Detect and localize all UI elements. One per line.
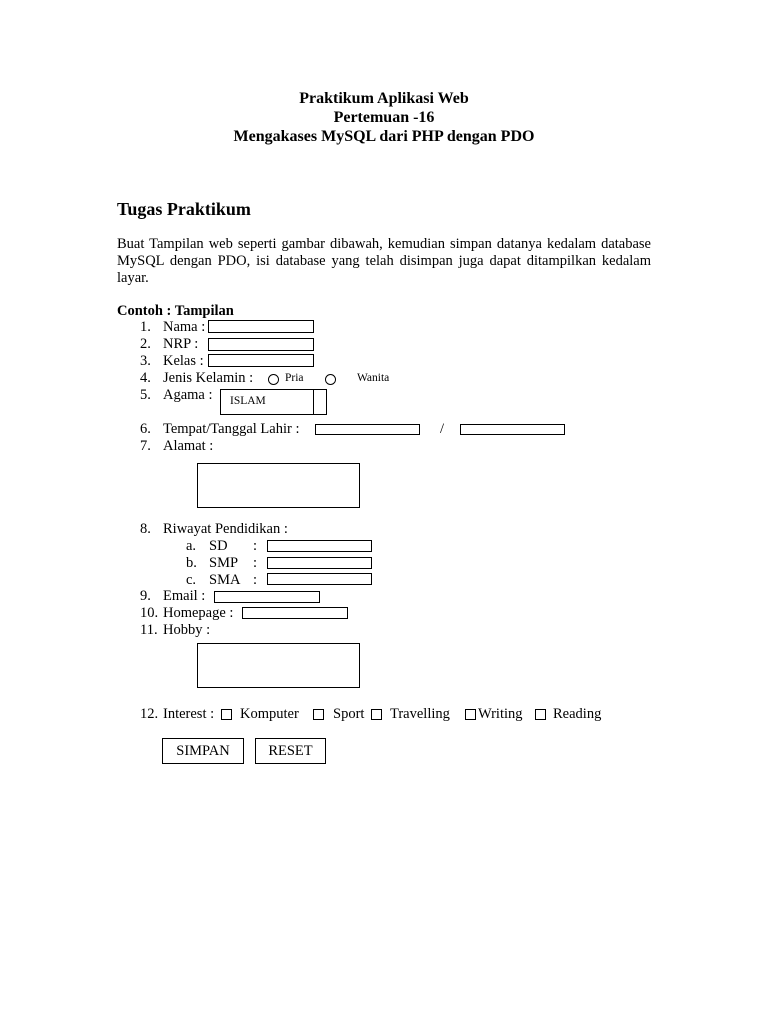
interest-option-travelling: Travelling (390, 706, 450, 722)
pendidikan-label: Riwayat Pendidikan : (163, 521, 288, 537)
interest-option-reading: Reading (553, 706, 602, 722)
nama-input[interactable] (208, 320, 314, 333)
email-label: Email : (163, 588, 206, 604)
interest-checkbox-sport[interactable] (313, 709, 324, 720)
interest-checkbox-writing[interactable] (465, 709, 476, 720)
sd-input[interactable] (267, 540, 372, 552)
gender-option-wanita: Wanita (357, 372, 390, 384)
agama-selected-value: ISLAM (230, 395, 266, 407)
ttl-label: Tempat/Tanggal Lahir : (163, 421, 300, 437)
smp-colon: : (253, 555, 258, 571)
sma-label: SMA (209, 572, 241, 588)
gender-radio-pria[interactable] (268, 374, 279, 385)
gender-option-pria: Pria (285, 372, 304, 384)
item-number: 1. (140, 319, 151, 335)
item-number: 6. (140, 421, 151, 437)
item-number: 8. (140, 521, 151, 537)
sma-colon: : (253, 572, 258, 588)
interest-option-sport: Sport (333, 706, 365, 722)
sd-label: SD (209, 538, 228, 554)
interest-checkbox-komputer[interactable] (221, 709, 232, 720)
item-number: 7. (140, 438, 151, 454)
hobby-label: Hobby : (163, 622, 211, 638)
interest-label: Interest : (163, 706, 215, 722)
sd-colon: : (253, 538, 258, 554)
sublist-letter: c. (186, 572, 197, 588)
sublist-letter: a. (186, 538, 197, 554)
nama-label: Nama : (163, 319, 206, 335)
interest-checkbox-reading[interactable] (535, 709, 546, 720)
nrp-input[interactable] (208, 338, 314, 351)
hobby-textarea[interactable] (197, 643, 360, 688)
interest-option-writing: Writing (478, 706, 523, 722)
interest-option-komputer: Komputer (240, 706, 299, 722)
item-number: 10. (140, 605, 159, 621)
item-number: 4. (140, 370, 151, 386)
doc-title-line2: Pertemuan -16 (333, 109, 435, 126)
gender-label: Jenis Kelamin : (163, 370, 254, 386)
example-title: Contoh : Tampilan (117, 303, 234, 319)
doc-title-line3: Mengakases MySQL dari PHP dengan PDO (233, 128, 535, 145)
alamat-textarea[interactable] (197, 463, 360, 508)
agama-select[interactable] (220, 389, 327, 415)
sma-input[interactable] (267, 573, 372, 585)
item-number: 2. (140, 336, 151, 352)
item-number: 11. (140, 622, 158, 638)
item-number: 9. (140, 588, 151, 604)
item-number: 5. (140, 387, 151, 403)
smp-label: SMP (209, 555, 239, 571)
doc-title-line1: Praktikum Aplikasi Web (299, 90, 469, 107)
section-title: Tugas Praktikum (117, 199, 251, 219)
instruction-paragraph: Buat Tampilan web seperti gambar dibawah, kemudian simpan datanya kedalam database MySQL dengan PDO, isi database yang telah disimpan juga dapat ditampilkan kedalam layar. (117, 236, 651, 286)
kelas-input[interactable] (208, 354, 314, 367)
agama-label: Agama : (163, 387, 213, 403)
tanggal-lahir-input[interactable] (460, 424, 565, 435)
nrp-label: NRP : (163, 336, 199, 352)
homepage-input[interactable] (242, 607, 348, 619)
reset-button[interactable]: RESET (255, 738, 326, 764)
smp-input[interactable] (267, 557, 372, 569)
homepage-label: Homepage : (163, 605, 234, 621)
select-dropdown-divider (313, 390, 314, 414)
gender-radio-wanita[interactable] (325, 374, 336, 385)
ttl-separator: / (440, 421, 445, 437)
email-input[interactable] (214, 591, 320, 603)
interest-checkbox-travelling[interactable] (371, 709, 382, 720)
simpan-button[interactable]: SIMPAN (162, 738, 244, 764)
kelas-label: Kelas : (163, 353, 204, 369)
sublist-letter: b. (186, 555, 197, 571)
item-number: 12. (140, 706, 159, 722)
alamat-label: Alamat : (163, 438, 214, 454)
tempat-lahir-input[interactable] (315, 424, 420, 435)
item-number: 3. (140, 353, 151, 369)
